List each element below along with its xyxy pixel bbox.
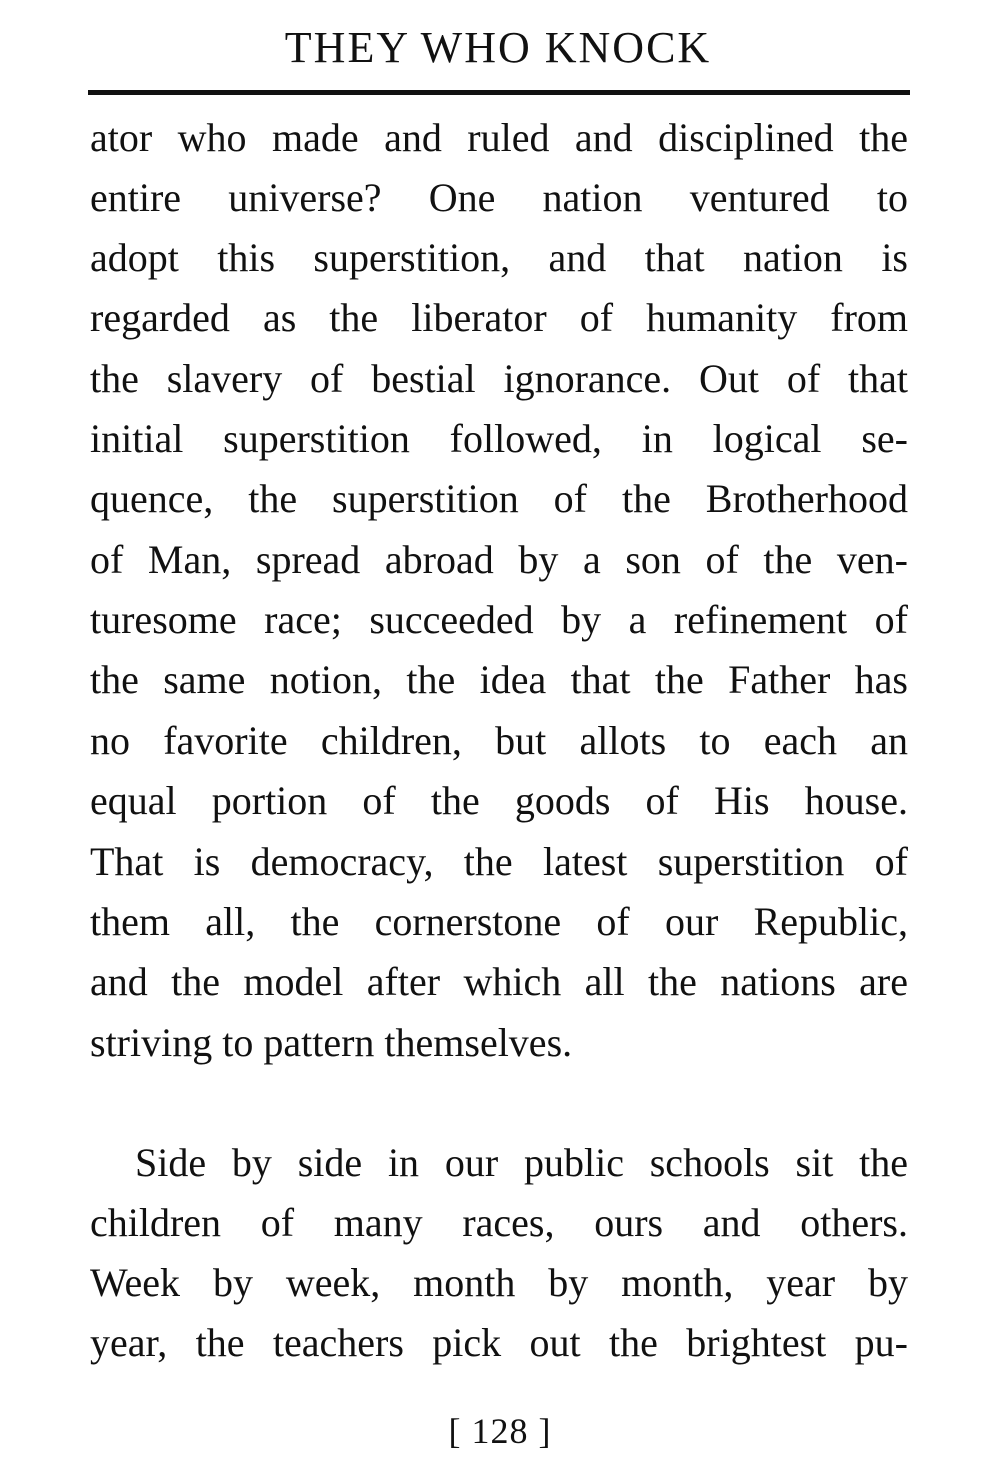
text-line: striving to pattern themselves. xyxy=(90,1020,573,1065)
page-number: [ 128 ] xyxy=(448,1411,552,1451)
text-line: ator who made and ruled and disciplined the xyxy=(90,115,908,160)
text-line: Side by side in our public schools sit the xyxy=(135,1140,908,1185)
text-line: and the model after which all the nations are xyxy=(90,959,908,1004)
header-rule xyxy=(88,90,910,95)
text-line: regarded as the liberator of humanity from xyxy=(90,295,908,340)
text-line: the same notion, the idea that the Father has xyxy=(90,657,908,702)
text-line: quence, the superstition of the Brotherhood xyxy=(90,476,908,521)
text-line: entire universe? One nation ventured to xyxy=(90,175,908,220)
text-line: Week by week, month by month, year by xyxy=(90,1260,908,1305)
text-line: initial superstition followed, in logical se- xyxy=(90,416,908,461)
running-head: THEY WHO KNOCK xyxy=(284,23,712,72)
text-line: equal portion of the goods of His house. xyxy=(90,778,908,823)
text-line: them all, the cornerstone of our Republic, xyxy=(90,899,908,944)
text-line: That is democracy, the latest superstition of xyxy=(90,839,908,884)
text-line: year, the teachers pick out the brightest pu- xyxy=(90,1320,908,1365)
text-line: no favorite children, but allots to each an xyxy=(90,718,908,763)
text-line: children of many races, ours and others. xyxy=(90,1200,908,1245)
text-line: turesome race; succeeded by a refinement of xyxy=(90,597,908,642)
text-line: the slavery of bestial ignorance. Out of that xyxy=(90,356,908,401)
text-line: of Man, spread abroad by a son of the ven- xyxy=(90,537,908,582)
text-line: adopt this superstition, and that nation is xyxy=(90,235,908,280)
